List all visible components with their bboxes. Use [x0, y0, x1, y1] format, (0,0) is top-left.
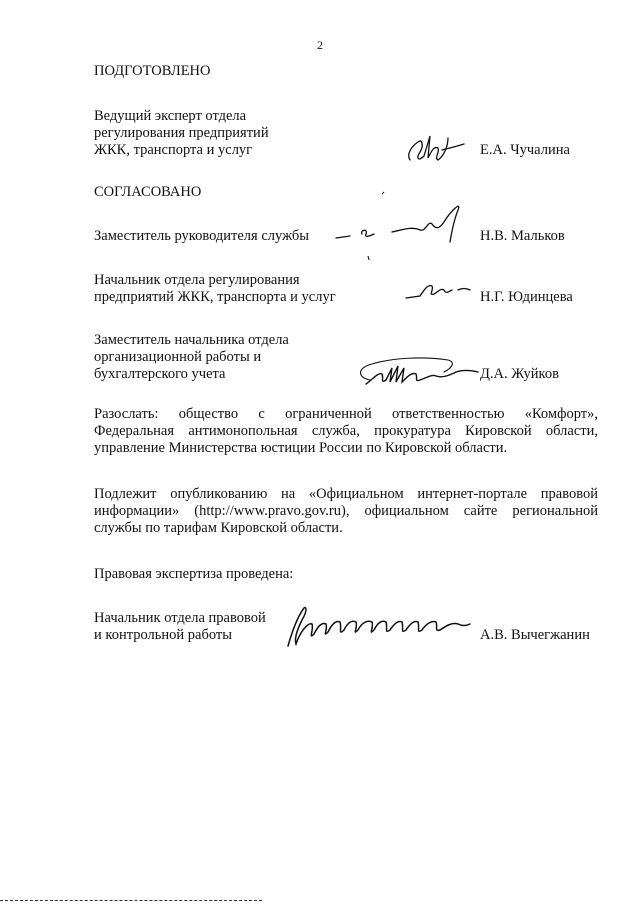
position-line: организационной работы и [94, 349, 262, 365]
agreed-name-1: Н.В. Мальков [480, 228, 565, 244]
prepared-heading: ПОДГОТОВЛЕНО [94, 63, 211, 79]
position-line: Ведущий эксперт отдела [94, 108, 247, 124]
footer-divider [0, 900, 262, 901]
position-line: ЖКК, транспорта и услуг [94, 142, 253, 158]
distribution-line: Федеральная антимонопольная служба, прокуратура Кировской области, [94, 423, 598, 439]
publication-line: информации» (http://www.pravo.gov.ru), официальном сайте региональной [94, 503, 598, 519]
agreed-position-2 [94, 272, 354, 306]
distribution-line: Разослать: общество с ограниченной ответственностью «Комфорт», [94, 406, 598, 422]
signature-vychegzhanin [282, 602, 472, 650]
agreed-name-3: Д.А. Жуйков [480, 366, 559, 382]
agreed-position-1 [94, 228, 354, 245]
distribution-line: управление Министерства юстиции России по Кировской области. [94, 440, 508, 456]
signature-chuchalina [404, 128, 466, 166]
agreed-heading: СОГЛАСОВАНО [94, 184, 202, 200]
position-line: Заместитель начальника отдела [94, 332, 289, 348]
position-line: Начальник отдела правовой [94, 610, 266, 626]
signature-yudintseva [404, 276, 474, 304]
prepared-name: Е.А. Чучалина [480, 142, 570, 158]
signature-zhuykov [352, 350, 492, 394]
position-line: предприятий ЖКК, транспорта и услуг [94, 289, 336, 305]
agreed-name-2: Н.Г. Юдинцева [480, 289, 573, 305]
position-line: Заместитель руководителя службы [94, 228, 310, 244]
signature-malkov [332, 190, 472, 262]
position-line: бухгалтерского учета [94, 366, 226, 382]
position-line: регулирования предприятий [94, 125, 269, 141]
agreed-position-3 [94, 332, 354, 383]
page-number: 2 [317, 38, 323, 52]
position-line: и контрольной работы [94, 627, 232, 643]
distribution-paragraph [94, 406, 598, 457]
publication-paragraph [94, 486, 598, 537]
position-line: Начальник отдела регулирования [94, 272, 300, 288]
legal-review-statement: Правовая экспертиза проведена: [94, 566, 294, 582]
legal-review-name: А.В. Вычегжанин [480, 627, 590, 643]
publication-line: службы по тарифам Кировской области. [94, 520, 343, 536]
publication-line: Подлежит опубликованию на «Официальном интернет-портале правовой [94, 486, 598, 502]
prepared-position [94, 108, 354, 159]
